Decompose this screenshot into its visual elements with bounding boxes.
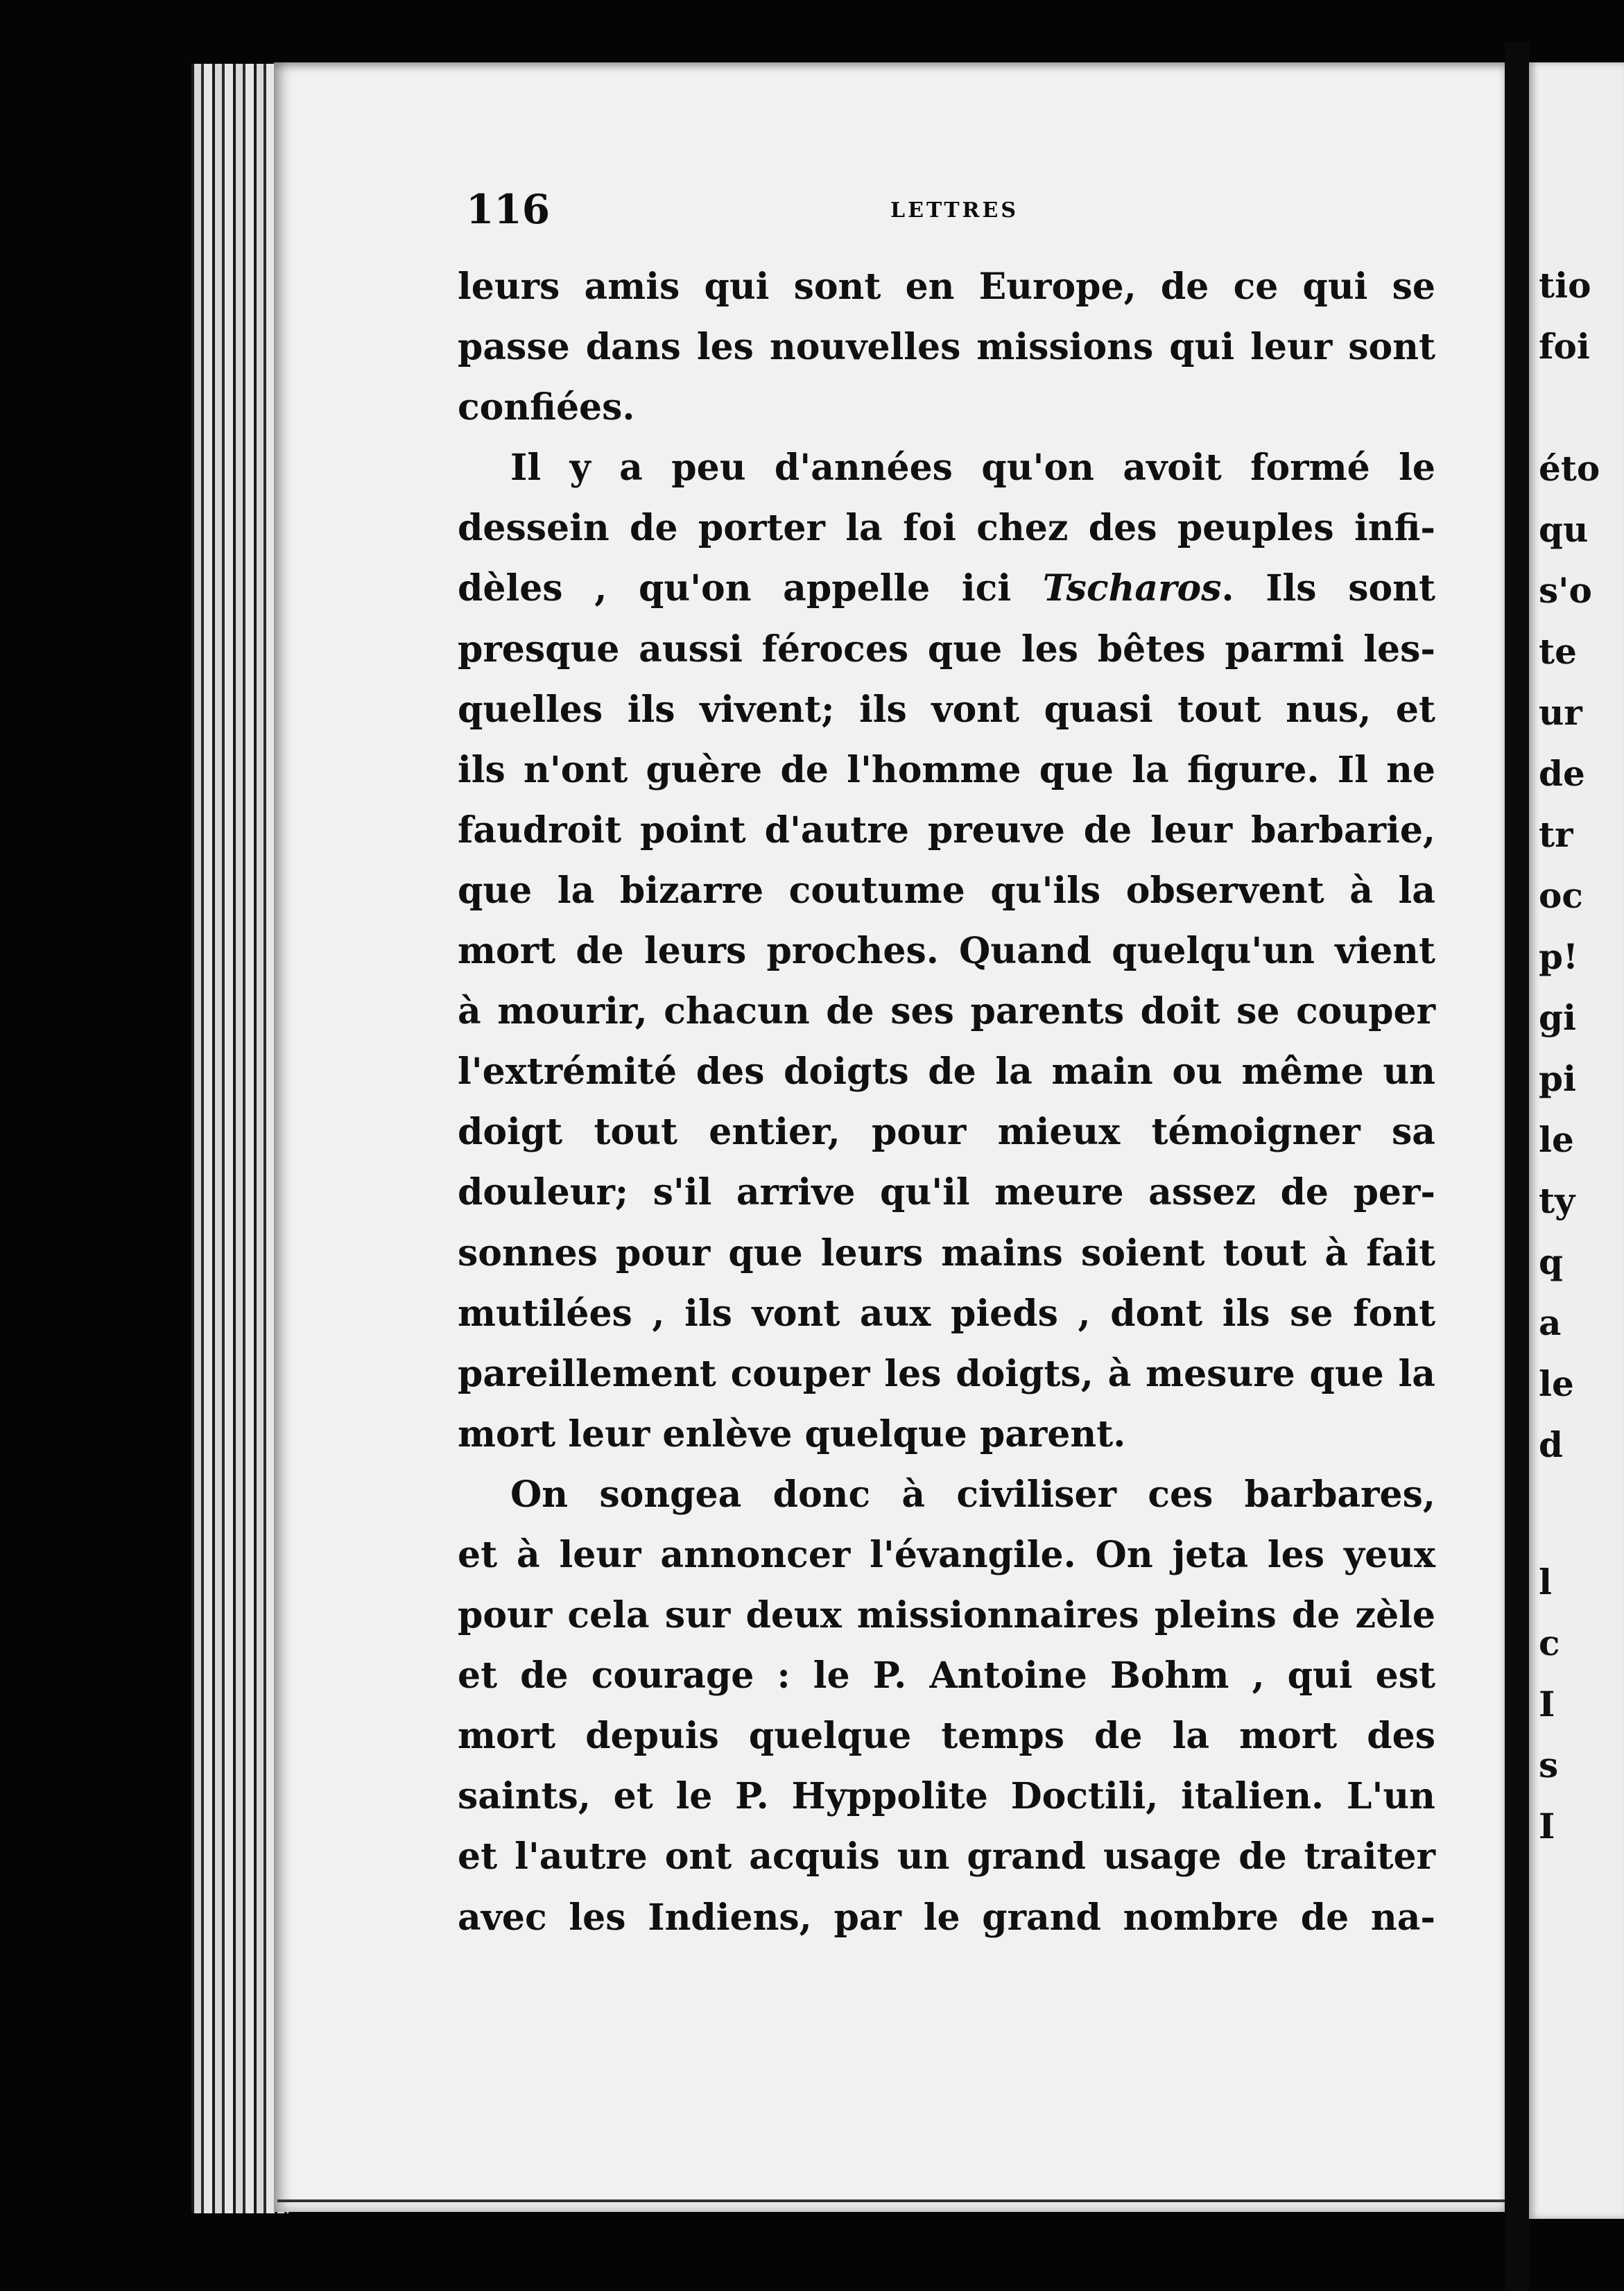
facing-page-fragment: d: [1539, 1424, 1563, 1465]
text-line: mort depuis quelque temps de la mort des: [458, 1715, 1435, 1758]
text-line: l'extrémité des doigts de la main ou même un: [458, 1051, 1435, 1093]
facing-page-fragment: tio: [1539, 265, 1591, 306]
text-line: presque aussi féroces que les bêtes parmi les-: [458, 628, 1435, 671]
text-line: pareillement couper les doigts, à mesure que la: [458, 1352, 1435, 1395]
facing-page-fragment: p!: [1539, 936, 1578, 977]
facing-page-fragment: te: [1539, 631, 1577, 672]
text-line: confiées.: [458, 386, 635, 429]
facing-page-fragment: le: [1539, 1119, 1574, 1160]
text-line: à mourir, chacun de ses parents doit se couper: [458, 990, 1435, 1033]
facing-page-fragment: ty: [1539, 1180, 1575, 1221]
text-line: et à leur annoncer l'évangile. On jeta les yeux: [458, 1533, 1435, 1576]
facing-page-fragment: pi: [1539, 1058, 1576, 1099]
line-segment: Il y a peu d'années qu'on avoit formé le: [510, 447, 1435, 490]
facing-page-fragment: oc: [1539, 875, 1583, 916]
facing-page-fragment: de: [1539, 753, 1585, 794]
facing-page-fragment: foi: [1539, 326, 1590, 367]
line-segment: On songea donc à civiliser ces barbares,: [510, 1473, 1435, 1516]
text-line: faudroit point d'autre preuve de leur barbarie,: [458, 809, 1435, 851]
text-line: mort de leurs proches. Quand quelqu'un vient: [458, 930, 1435, 973]
facing-page-fragment: s: [1539, 1745, 1559, 1786]
text-line: [458, 438, 1435, 498]
line-segment: dèles , qu'on appelle ici: [458, 567, 1043, 610]
text-line: que la bizarre coutume qu'ils observent à la: [458, 869, 1435, 912]
facing-page-fragment: l: [1539, 1562, 1552, 1602]
text-line: ils n'ont guère de l'homme que la figure. Il ne: [458, 748, 1435, 791]
text-line: [458, 1464, 1435, 1525]
text-line: [458, 558, 1435, 619]
facing-page-fragment: qu: [1539, 509, 1589, 550]
running-title: LETTRES: [890, 198, 1019, 223]
text-line: passe dans les nouvelles missions qui leur sont: [458, 326, 1435, 369]
text-line: dessein de porter la foi chez des peuples infi-: [458, 507, 1435, 550]
italic-word: Tscharos: [1042, 567, 1222, 610]
text-line: doigt tout entier, pour mieux témoigner sa: [458, 1111, 1435, 1154]
text-line: mutilées , ils vont aux pieds , dont ils se font: [458, 1292, 1435, 1335]
facing-page: [1529, 62, 1624, 2219]
facing-page-fragment: I: [1539, 1684, 1555, 1724]
line-segment: . Ils sont: [1221, 567, 1436, 610]
facing-page-fragment: a: [1539, 1302, 1562, 1343]
text-line: mort leur enlève quelque parent.: [458, 1412, 1126, 1455]
facing-page-fragment: le: [1539, 1363, 1574, 1404]
facing-page-fragment: c: [1539, 1623, 1560, 1663]
text-line: quelles ils vivent; ils vont quasi tout nus, et: [458, 688, 1435, 731]
page-bottom-edge: [277, 2199, 1505, 2202]
text-line: pour cela sur deux missionnaires pleins de zèle: [458, 1594, 1435, 1637]
page-header: [466, 186, 1435, 248]
facing-page-fragment: I: [1539, 1806, 1555, 1847]
facing-page-fragment: gi: [1539, 997, 1576, 1038]
text-line: leurs amis qui sont en Europe, de ce qui se: [458, 266, 1435, 308]
body-text: [458, 257, 1435, 1948]
facing-page-fragment: éto: [1539, 448, 1600, 489]
text-line: saints, et le P. Hyppolite Doctili, italien. L'un: [458, 1775, 1435, 1818]
book-gutter: [1505, 42, 1529, 2291]
text-line: avec les Indiens, par le grand nombre de na-: [458, 1896, 1435, 1939]
text-line: douleur; s'il arrive qu'il meure assez de per-: [458, 1171, 1435, 1214]
facing-page-fragment: s'o: [1539, 570, 1592, 611]
facing-page-fragment: ur: [1539, 692, 1582, 733]
text-line: et de courage : le P. Antoine Bohm , qui est: [458, 1654, 1435, 1697]
facing-page-fragment: q: [1539, 1241, 1563, 1282]
facing-page-fragment: tr: [1539, 814, 1573, 855]
text-line: sonnes pour que leurs mains soient tout à fait: [458, 1231, 1435, 1274]
page-number: 116: [466, 186, 551, 233]
text-line: et l'autre ont acquis un grand usage de traiter: [458, 1835, 1435, 1878]
